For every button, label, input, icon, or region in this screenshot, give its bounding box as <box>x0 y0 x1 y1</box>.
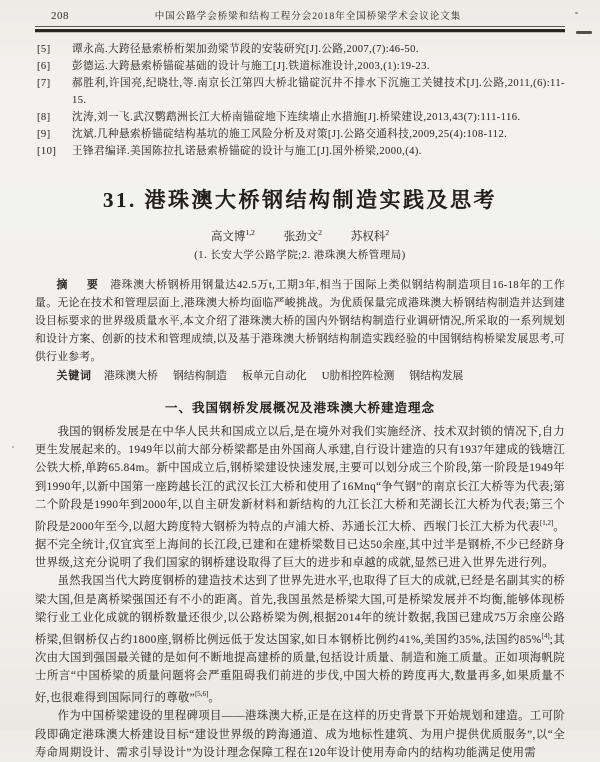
keyword: U肋相控阵检测 <box>321 370 395 383</box>
page-number: 208 <box>51 10 69 22</box>
body-paragraph: 作为中国桥梁建设的里程碑项目——港珠澳大桥,正是在这样的历史背景下开始规划和建造。工可阶段即确定港珠澳大桥建设目标“建设世界级的跨海通道、成为地标性建筑、为用户提供优质服务”,以“全寿命周期设计、需求引导设计”为设计理念保障工程在120年设计使用寿命内的结构功能满足使用需 <box>35 710 565 759</box>
author <box>210 228 255 244</box>
reference-item <box>37 143 565 160</box>
running-header-title: 中国公路学会桥梁和结构工程分会2018年全国桥梁学术会议论文集 <box>154 12 462 22</box>
keywords-label: 关键词 <box>56 370 92 383</box>
reference-item <box>37 126 565 143</box>
reference-text: 彭德运.大跨悬索桥锚碇基础的设计与施工[J].铁道标准设计,2003,(1):19-23. <box>72 61 430 72</box>
keywords-line <box>35 367 565 385</box>
reference-text: 郝胜利,许国亮,纪晓壮,等.南京长江第四大桥北锚碇沉井不排水下沉施工关键技术[J].公路,2011,(6):11-15. <box>72 78 565 106</box>
author-affil-sup: 1,2 <box>245 228 255 238</box>
reference-label: [8] <box>37 112 51 123</box>
reference-label: [10] <box>37 146 57 157</box>
author-affil-sup: 2 <box>318 228 322 238</box>
author-line <box>35 228 565 244</box>
reference-text: 沈涛,刘一飞.武汉鹦鹉洲长江大桥南锚碇地下连续墙止水措施[J].桥梁建设,2013,43(7):111-116. <box>72 112 521 123</box>
reference-item <box>37 58 565 75</box>
reference-list <box>35 41 565 160</box>
reference-label: [9] <box>37 129 51 140</box>
keyword: 钢结构发展 <box>409 370 464 383</box>
abstract-text: 港珠澳大桥钢桥用钢量达42.5万t,工期3年,相当于国际上类似钢结构制造项目16-18年的工作量。无论在技术和管理层面上,港珠澳大桥均面临严峻挑战。为优质保量完成港珠澳大桥钢结构制造并达到建设目标要求的世界级质量水平,本文介绍了港珠澳大桥的国内外钢结构制造行业调研情况,所采取的一系列规划和设计方案、创新的技术和管理成绩,以及基于港珠澳大桥钢结构制造实践经验的中国钢结构桥梁发展思考,可供行业参考。 <box>35 279 566 364</box>
abstract <box>35 276 565 366</box>
author-name: 张劲文 <box>283 231 319 244</box>
article-title: 31. 港珠澳大桥钢结构制造实践及思考 <box>103 188 497 212</box>
author-affil-sup: 2 <box>385 228 390 238</box>
reference-text: 王锋君编译.美国陈拉扎诺悬索桥锚碇的设计与施工[J].国外桥梁,2000,(4). <box>72 146 422 157</box>
keyword: 港珠澳大桥 <box>103 370 158 383</box>
header-rule-thick <box>35 29 565 32</box>
keyword: 钢结构制造 <box>172 370 227 383</box>
author <box>283 228 322 244</box>
body-paragraph: 虽然我国当代大跨度钢桥的建造技术达到了世界先进水平,也取得了巨大的成就,已经是名副其实的桥梁大国,但是离桥梁强国还有不小的距离。首先,我国虽然是桥梁大国,可是桥梁发展并不均衡,能够体现桥梁行业工业化成就的钢桥数量还很少,以公路桥梁为例,根据2014年的统计数据,我国已建成75万余座公路桥梁,但钢桥仅占约1800座,钢桥比例远低于发达国家,如日本钢桥比例约41%,美国约35%,法国约85%[4];其次由大国到强国最关键的是如何不断地提高建桥的质量,包括设计质量、制造和施工质量。正如项海帆院士所言“中国桥梁的质量问题将会严重阻碍我们前进的步伐,中国大桥的跨度再大,数量再多,如果质量不好,也很难得到国际同行的尊敬”[5,6]。 <box>35 575 565 705</box>
author <box>350 228 390 244</box>
running-header <box>35 8 565 22</box>
reference-item <box>37 75 565 109</box>
author-name: 高文博 <box>210 231 246 244</box>
body-paragraph: 我国的钢桥发展是在中华人民共和国成立以后,是在境外对我们实施经济、技术双封锁的情况下,自力更生发展起来的。1949年以前大部分桥梁都是由外国商人承建,自行设计建造的只有1937年建成的钱塘江公铁大桥,单跨65.84m。新中国成立后,钢桥梁建设快速发展,主要可以划分成三个阶段,第一阶段是1949年到1990年,以新中国第一座跨越长江的武汉长江大桥和使用了16Mnq“争气钢”的南京长江大桥等为代表;第二个阶段是1990年到2000年,以自主研发新材料和新结构的九江长江大桥和芜湖长江大桥为代表;第三个阶段是2000年至今,以超大跨度特大钢桥为特点的卢浦大桥、苏通长江大桥、西堠门长江大桥为代表[1,2]。据不完全统计,仅宜宾至上海间的长江段,已建和在建桥梁数目已达50余座,其中过半是钢桥,不少已经跻身世界级,这充分说明了我们国家的钢桥建设取得了巨大的进步和卓越的成就,显然已进入世界先进行列。 <box>35 426 566 570</box>
section-heading: 一、我国钢桥发展概况及港珠澳大桥建造理念 <box>164 401 435 416</box>
abstract-label: 摘 要 <box>56 279 103 292</box>
reference-item <box>37 109 565 126</box>
reference-label: [6] <box>37 61 51 72</box>
scan-artifact <box>576 31 592 34</box>
reference-label: [7] <box>37 78 51 89</box>
reference-item <box>37 41 565 58</box>
author-name: 苏权科 <box>350 231 386 244</box>
affiliation: (1. 长安大学公路学院;2. 港珠澳大桥管理局) <box>194 250 406 262</box>
scan-artifact <box>575 12 578 14</box>
reference-label: [5] <box>37 44 51 55</box>
reference-text: 沈斌.几种悬索桥锚碇结构基坑的施工风险分析及对策[J].公路交通科技,2009,25(4):108-112. <box>72 129 508 140</box>
reference-text: 谭永高.大跨径悬索桥桁架加劲梁节段的安装研究[J].公路,2007,(7):46-50. <box>72 44 419 55</box>
keyword: 板单元自动化 <box>241 370 307 383</box>
scan-artifact <box>12 446 14 448</box>
header-rule-thin <box>35 26 565 27</box>
